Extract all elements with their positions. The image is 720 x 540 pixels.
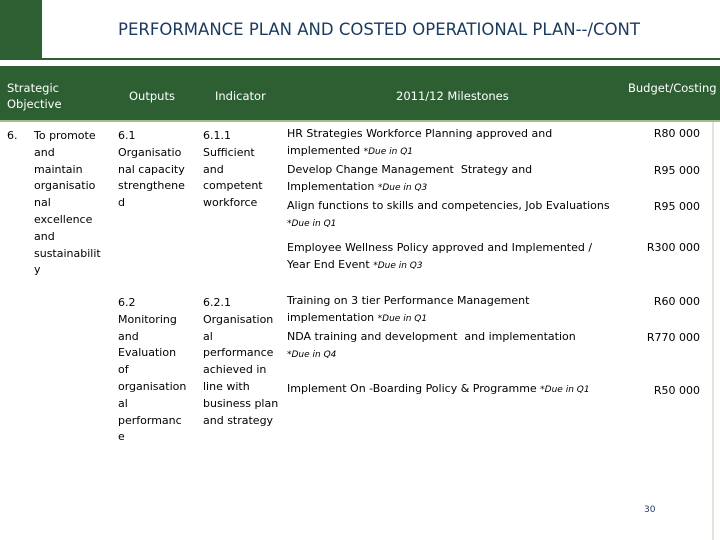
milestone-item: Develop Change Management Strategy and Implementation *Due in Q3 xyxy=(287,163,533,193)
budget-value: R60 000 xyxy=(653,295,700,308)
objective-text: To promote and maintain organisatio nal excellence and sustainabilit y xyxy=(34,129,101,277)
budget-value: R770 000 xyxy=(646,331,700,344)
budget-value: R95 000 xyxy=(653,200,700,213)
col-header-outputs: Outputs xyxy=(129,89,175,103)
milestone-item: Implement On -Boarding Policy & Programme *Due in Q1 xyxy=(287,382,590,395)
indicator-cell: 6.1.1 Sufficient and competent workforce xyxy=(203,129,263,210)
page-title: PERFORMANCE PLAN AND COSTED OPERATIONAL PLAN--/CONT xyxy=(118,20,640,39)
col-header-indicator: Indicator xyxy=(215,89,266,103)
col-header-objective: Strategic Objective xyxy=(7,81,62,111)
table-header xyxy=(0,66,720,120)
title-divider xyxy=(0,58,720,60)
col-header-budget: Budget/Costing xyxy=(628,81,717,95)
table-right-border xyxy=(712,122,714,540)
milestone-item: HR Strategies Workforce Planning approved and implemented *Due in Q1 xyxy=(287,127,553,157)
output-cell: 6.1 Organisatio nal capacity strengthene d xyxy=(118,129,185,210)
milestone-item: NDA training and development and implementation *Due in Q4 xyxy=(287,330,576,360)
milestone-item: Training on 3 tier Performance Management implementation *Due in Q1 xyxy=(287,294,530,324)
budget-value: R80 000 xyxy=(653,127,700,140)
page-number: 30 xyxy=(644,505,656,515)
objective-number: 6. xyxy=(7,129,18,142)
indicator-cell: 6.2.1 Organisation al performance achieved in line with business plan and strategy xyxy=(203,296,279,427)
budget-value: R300 000 xyxy=(646,241,700,254)
milestone-item: Employee Wellness Policy approved and Implemented / Year End Event *Due in Q3 xyxy=(287,241,593,271)
col-header-milestones: 2011/12 Milestones xyxy=(396,89,509,103)
header-rule xyxy=(0,120,720,122)
budget-value: R95 000 xyxy=(653,164,700,177)
budget-value: R50 000 xyxy=(653,384,700,397)
output-cell: 6.2 Monitoring and Evaluation of organisation al performanc e xyxy=(118,296,187,444)
milestone-item: Align functions to skills and competencies, Job Evaluations *Due in Q1 xyxy=(287,199,610,229)
